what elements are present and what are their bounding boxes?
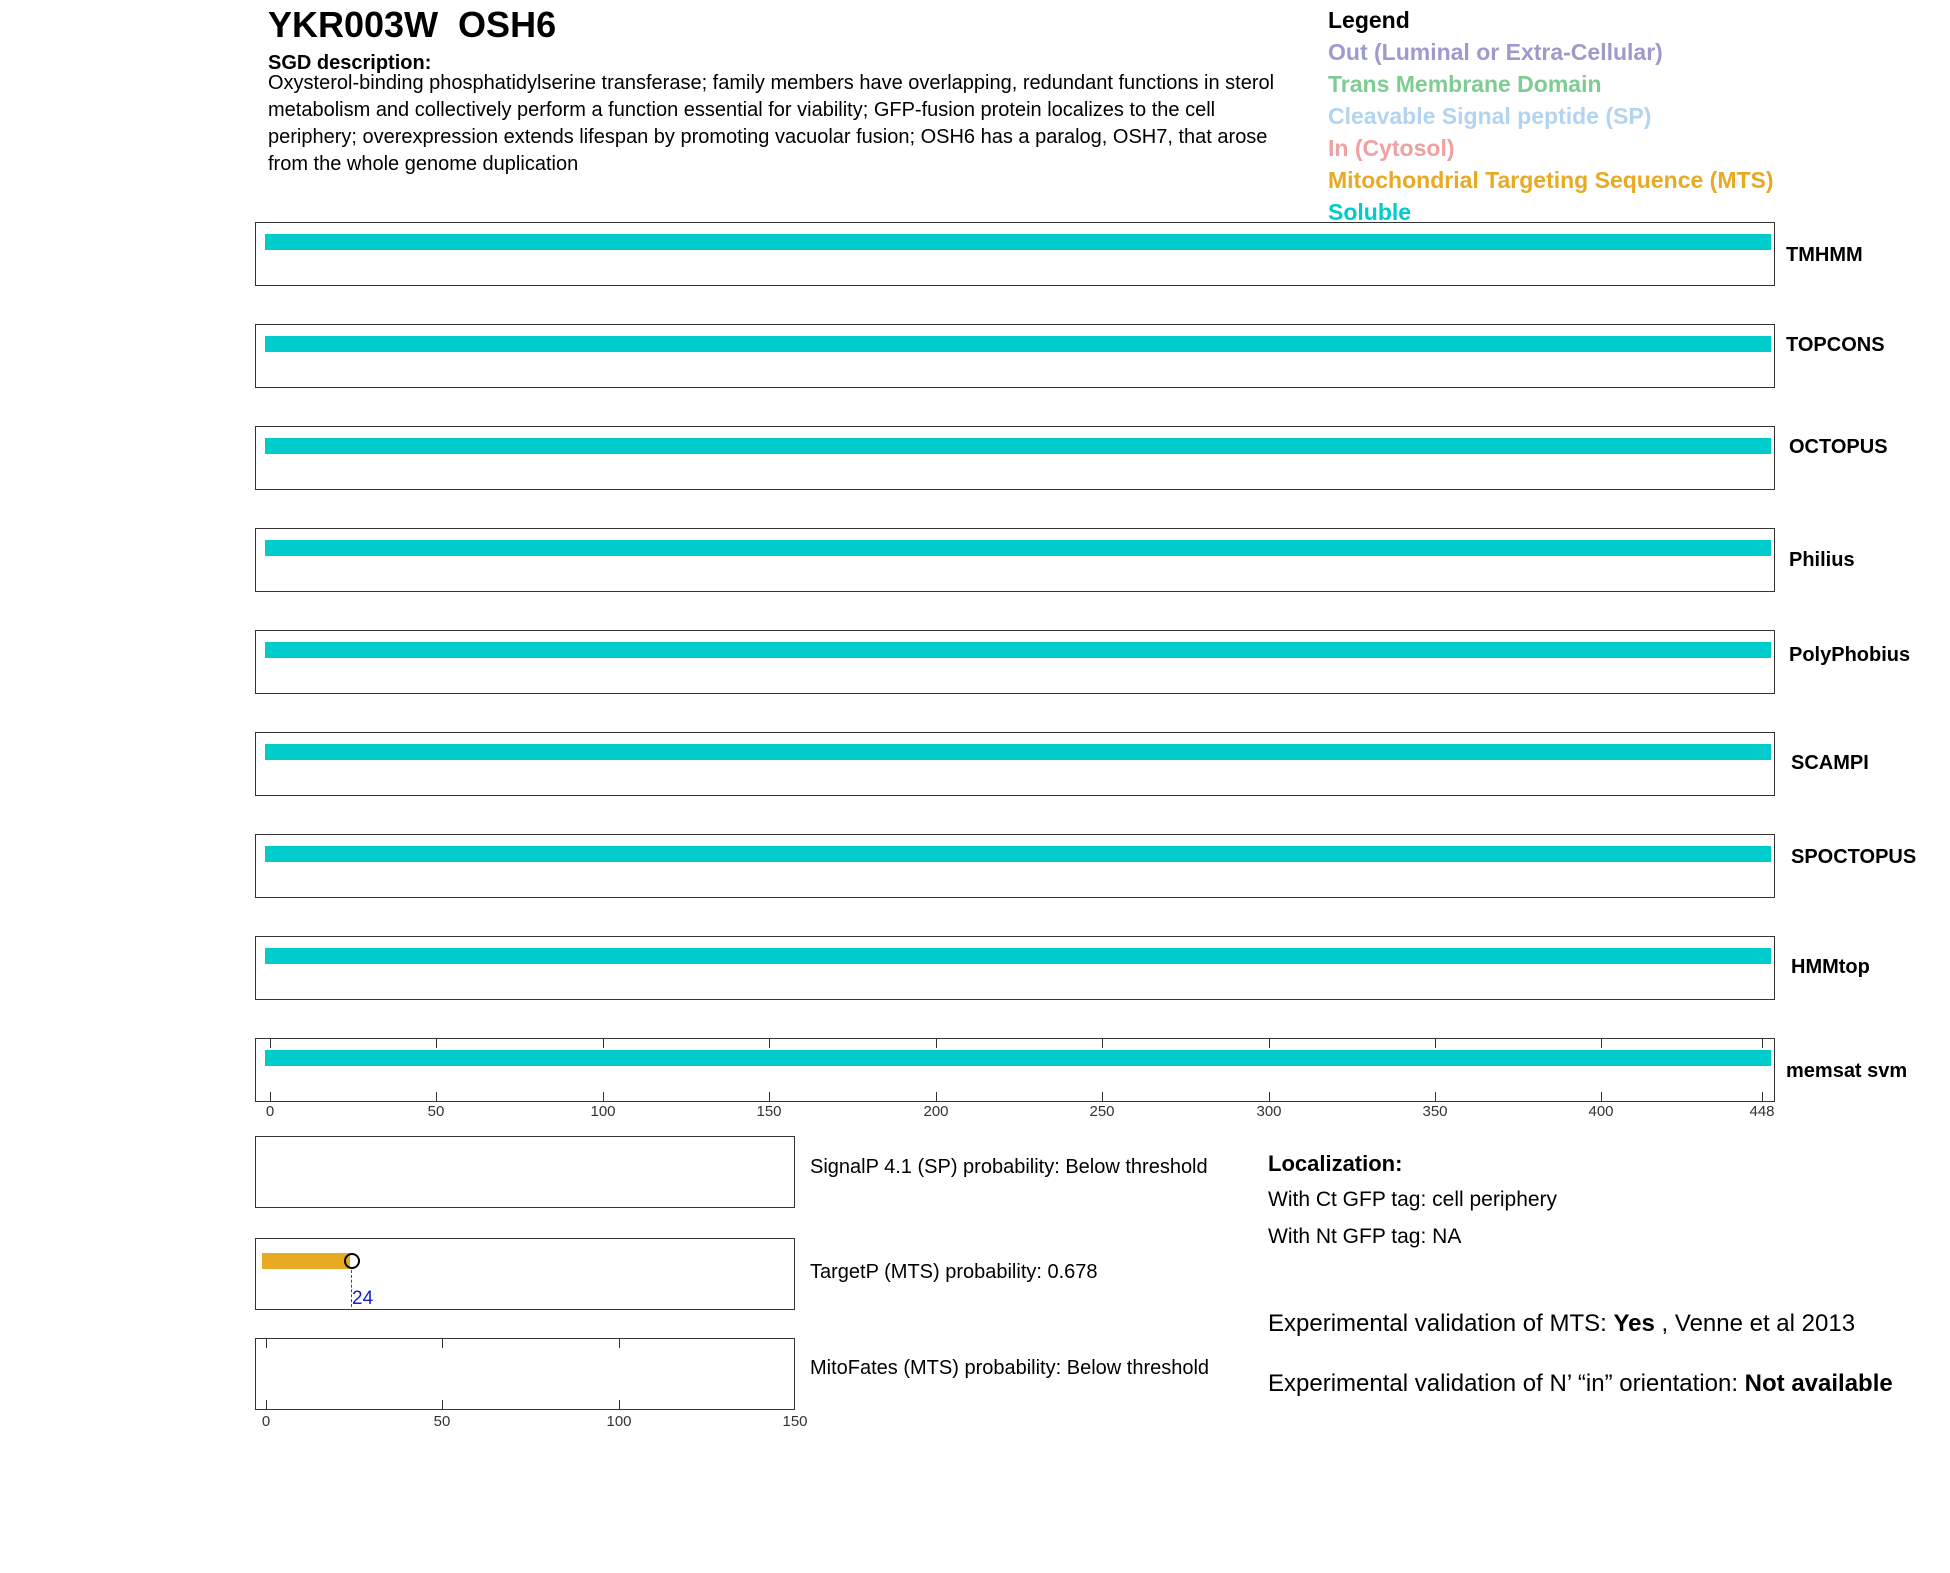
axis-tick-top — [769, 1039, 770, 1048]
legend-item-tm: Trans Membrane Domain — [1328, 71, 1602, 97]
legend-item-sp: Cleavable Signal peptide (SP) — [1328, 103, 1652, 129]
track-tmhmm — [255, 222, 1775, 286]
axis-tick-top — [270, 1039, 271, 1048]
track-label-philius: Philius — [1789, 549, 1855, 571]
axis-tick-top — [1269, 1039, 1270, 1048]
axis-tick-top — [936, 1039, 937, 1048]
track-polyphobius — [255, 630, 1775, 694]
track-octopus — [255, 426, 1775, 490]
track-label-topcons: TOPCONS — [1786, 334, 1885, 356]
soluble-segment-hmmtop — [265, 948, 1771, 964]
legend — [1328, 4, 1774, 228]
axis-tick-top — [1601, 1039, 1602, 1048]
small-axis-tick-label: 150 — [782, 1413, 808, 1430]
legend-title: Legend — [1328, 7, 1410, 33]
track-spoctopus — [255, 834, 1775, 898]
small-axis-tick-label: 0 — [261, 1413, 271, 1430]
targetp-label: TargetP (MTS) probability: 0.678 — [810, 1261, 1098, 1283]
track-label-hmmtop: HMMtop — [1791, 956, 1870, 978]
signalp-label: SignalP 4.1 (SP) probability: Below threshold — [810, 1156, 1208, 1178]
track-label-memsat-svm: memsat svm — [1786, 1060, 1908, 1082]
axis-tick-top — [1435, 1039, 1436, 1048]
axis-tick-bottom — [1435, 1092, 1436, 1101]
mitofates-panel — [255, 1338, 795, 1410]
track-label-polyphobius: PolyPhobius — [1789, 644, 1911, 666]
soluble-segment-tmhmm — [265, 234, 1771, 250]
soluble-segment-topcons — [265, 336, 1771, 352]
legend-item-out: Out (Luminal or Extra-Cellular) — [1328, 39, 1663, 65]
axis-tick-label: 150 — [756, 1103, 782, 1120]
cleavage-site-label: 24 — [352, 1288, 374, 1309]
axis-tick-label: 300 — [1256, 1103, 1282, 1120]
soluble-segment-octopus — [265, 438, 1771, 454]
targetp-panel — [255, 1238, 795, 1310]
axis-tick-bottom — [603, 1092, 604, 1101]
axis-tick-bottom — [1269, 1092, 1270, 1101]
axis-tick-bottom — [1601, 1092, 1602, 1101]
axis-tick-label: 400 — [1588, 1103, 1614, 1120]
small-axis-tick-label: 100 — [606, 1413, 632, 1430]
localization-ct: With Ct GFP tag: cell periphery — [1268, 1188, 1558, 1211]
axis-tick-bottom — [270, 1092, 271, 1101]
axis-tick-top — [603, 1039, 604, 1048]
small-axis-tick-bottom — [266, 1400, 267, 1409]
axis-tick-label: 448 — [1749, 1103, 1775, 1120]
axis-tick-top — [436, 1039, 437, 1048]
axis-tick-bottom — [936, 1092, 937, 1101]
axis-tick-bottom — [769, 1092, 770, 1101]
track-hmmtop — [255, 936, 1775, 1000]
mitofates-label: MitoFates (MTS) probability: Below threshold — [810, 1357, 1210, 1379]
track-label-octopus: OCTOPUS — [1789, 436, 1888, 458]
axis-tick-label: 350 — [1422, 1103, 1448, 1120]
mts-validation-value: Yes — [1613, 1310, 1655, 1337]
legend-item-mts: Mitochondrial Targeting Sequence (MTS) — [1328, 167, 1774, 193]
track-philius — [255, 528, 1775, 592]
localization-title: Localization: — [1268, 1151, 1403, 1176]
orientation-validation-prefix: Experimental validation of N’ “in” orientation: — [1268, 1370, 1745, 1397]
track-memsat-svm — [255, 1038, 1775, 1102]
soluble-segment-philius — [265, 540, 1771, 556]
small-axis-tick-bottom — [442, 1400, 443, 1409]
signalp-panel — [255, 1136, 795, 1208]
cleavage-site-marker — [344, 1253, 360, 1269]
soluble-segment-spoctopus — [265, 846, 1771, 862]
mts-segment — [262, 1253, 350, 1269]
track-label-spoctopus: SPOCTOPUS — [1791, 846, 1917, 868]
track-label-tmhmm: TMHMM — [1786, 244, 1863, 266]
mts-validation — [1268, 1308, 1918, 1340]
mts-validation-prefix: Experimental validation of MTS: — [1268, 1310, 1614, 1337]
legend-item-in: In (Cytosol) — [1328, 135, 1455, 161]
mts-validation-suffix: , Venne et al 2013 — [1654, 1310, 1856, 1337]
small-axis-tick-top — [442, 1339, 443, 1348]
axis-tick-bottom — [1102, 1092, 1103, 1101]
track-topcons — [255, 324, 1775, 388]
soluble-segment-polyphobius — [265, 642, 1771, 658]
legend-item-soluble: Soluble — [1328, 199, 1412, 225]
orientation-validation — [1268, 1368, 1918, 1400]
axis-tick-bottom — [1762, 1092, 1763, 1101]
small-axis-tick-bottom — [619, 1400, 620, 1409]
axis-tick-bottom — [436, 1092, 437, 1101]
small-axis-tick-label: 50 — [433, 1413, 451, 1430]
axis-tick-top — [1762, 1039, 1763, 1048]
soluble-segment-scampi — [265, 744, 1771, 760]
orientation-validation-value: Not available — [1744, 1370, 1893, 1397]
localization-nt: With Nt GFP tag: NA — [1268, 1225, 1462, 1248]
small-axis-tick-top — [619, 1339, 620, 1348]
axis-tick-label: 200 — [923, 1103, 949, 1120]
axis-tick-label: 250 — [1089, 1103, 1115, 1120]
sgd-description-heading: SGD description: — [268, 52, 432, 74]
axis-tick-label: 50 — [427, 1103, 445, 1120]
axis-tick-top — [1102, 1039, 1103, 1048]
sgd-description-text: Oxysterol-binding phosphatidylserine transferase; family members have overlapping, redundant functions in sterol metabolism and collectively perform a function essential for viability; GFP-fusion protein localizes to the cell periphery; overexpression extends lifespan by promoting vacuolar fusion; OSH6 has a paralog, OSH7, that arose from the whole genome duplication — [268, 72, 1275, 175]
gene-title: YKR003W OSH6 — [268, 4, 557, 45]
track-scampi — [255, 732, 1775, 796]
soluble-segment-memsat-svm — [265, 1050, 1771, 1066]
small-axis-tick-top — [266, 1339, 267, 1348]
track-label-scampi: SCAMPI — [1791, 752, 1869, 774]
axis-tick-label: 0 — [265, 1103, 275, 1120]
axis-tick-label: 100 — [590, 1103, 616, 1120]
